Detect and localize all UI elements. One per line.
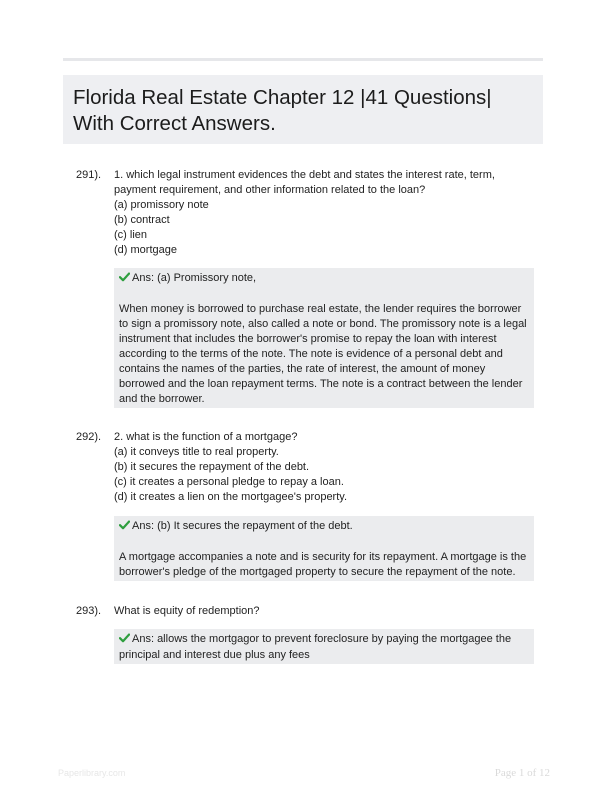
answer-option: (b) contract (114, 214, 170, 226)
answer-text: Ans: (a) Promissory note, (132, 272, 257, 284)
answer-explanation: When money is borrowed to purchase real estate, the lender requires the borrower to sign a promissory note, also called a note or bond. The promissory note is a legal instrument that includes the borrower's promise to repay the loan with interest according to the terms of the note. The note is evidence of a personal debt and contains the names of the parties, the rate of interest, the amount of money borrowed and the loan repayment terms. The note is a contract between the lender and the borrower. (119, 303, 527, 405)
answer-option: (c) it creates a personal pledge to repay a loan. (114, 476, 344, 488)
title-line-1: Florida Real Estate Chapter 12 |41 Questions| (73, 86, 492, 109)
check-icon (119, 633, 132, 648)
answer-option: (c) lien (114, 229, 148, 241)
answer-explanation: A mortgage accompanies a note and is security for its repayment. A mortgage is the borrower's pledge of the mortgaged property to secure the repayment of the note. (119, 551, 527, 578)
question-text: 2. what is the function of a mortgage? (114, 431, 298, 443)
question-text-block (114, 168, 534, 258)
answer-box (114, 516, 534, 581)
answer-option: (b) it secures the repayment of the debt. (114, 461, 310, 473)
document-title (73, 85, 533, 137)
answer-option: (d) it creates a lien on the mortgagee's property. (114, 491, 348, 503)
question-text-block (114, 430, 534, 505)
answer-option: (a) promissory note (114, 199, 209, 211)
top-divider (63, 58, 543, 61)
answer-text: Ans: (b) It secures the repayment of the debt. (132, 520, 353, 532)
answer-text: Ans: allows the mortgagor to prevent foreclosure by paying the mortgagee the principal and interest due plus any fees (119, 633, 512, 661)
question-text-block (114, 604, 534, 619)
title-line-2: With Correct Answers. (73, 112, 276, 135)
answer-option: (a) it conveys title to real property. (114, 446, 279, 458)
document-title-box (63, 75, 543, 144)
question-number: 291). (76, 169, 102, 181)
question-text: What is equity of redemption? (114, 605, 260, 617)
answer-box (114, 629, 534, 664)
answer-box (114, 268, 534, 408)
check-icon (119, 520, 132, 535)
answer-option: (d) mortgage (114, 244, 177, 256)
question-number: 292). (76, 431, 102, 443)
check-icon (119, 272, 132, 287)
page-number: Page 1 of 12 (494, 767, 550, 779)
question-number: 293). (76, 605, 102, 617)
footer-watermark: Paperlibrary.com (58, 768, 126, 778)
question-text: 1. which legal instrument evidences the debt and states the interest rate, term, payment requirement, and other information related to the loan? (114, 169, 495, 196)
